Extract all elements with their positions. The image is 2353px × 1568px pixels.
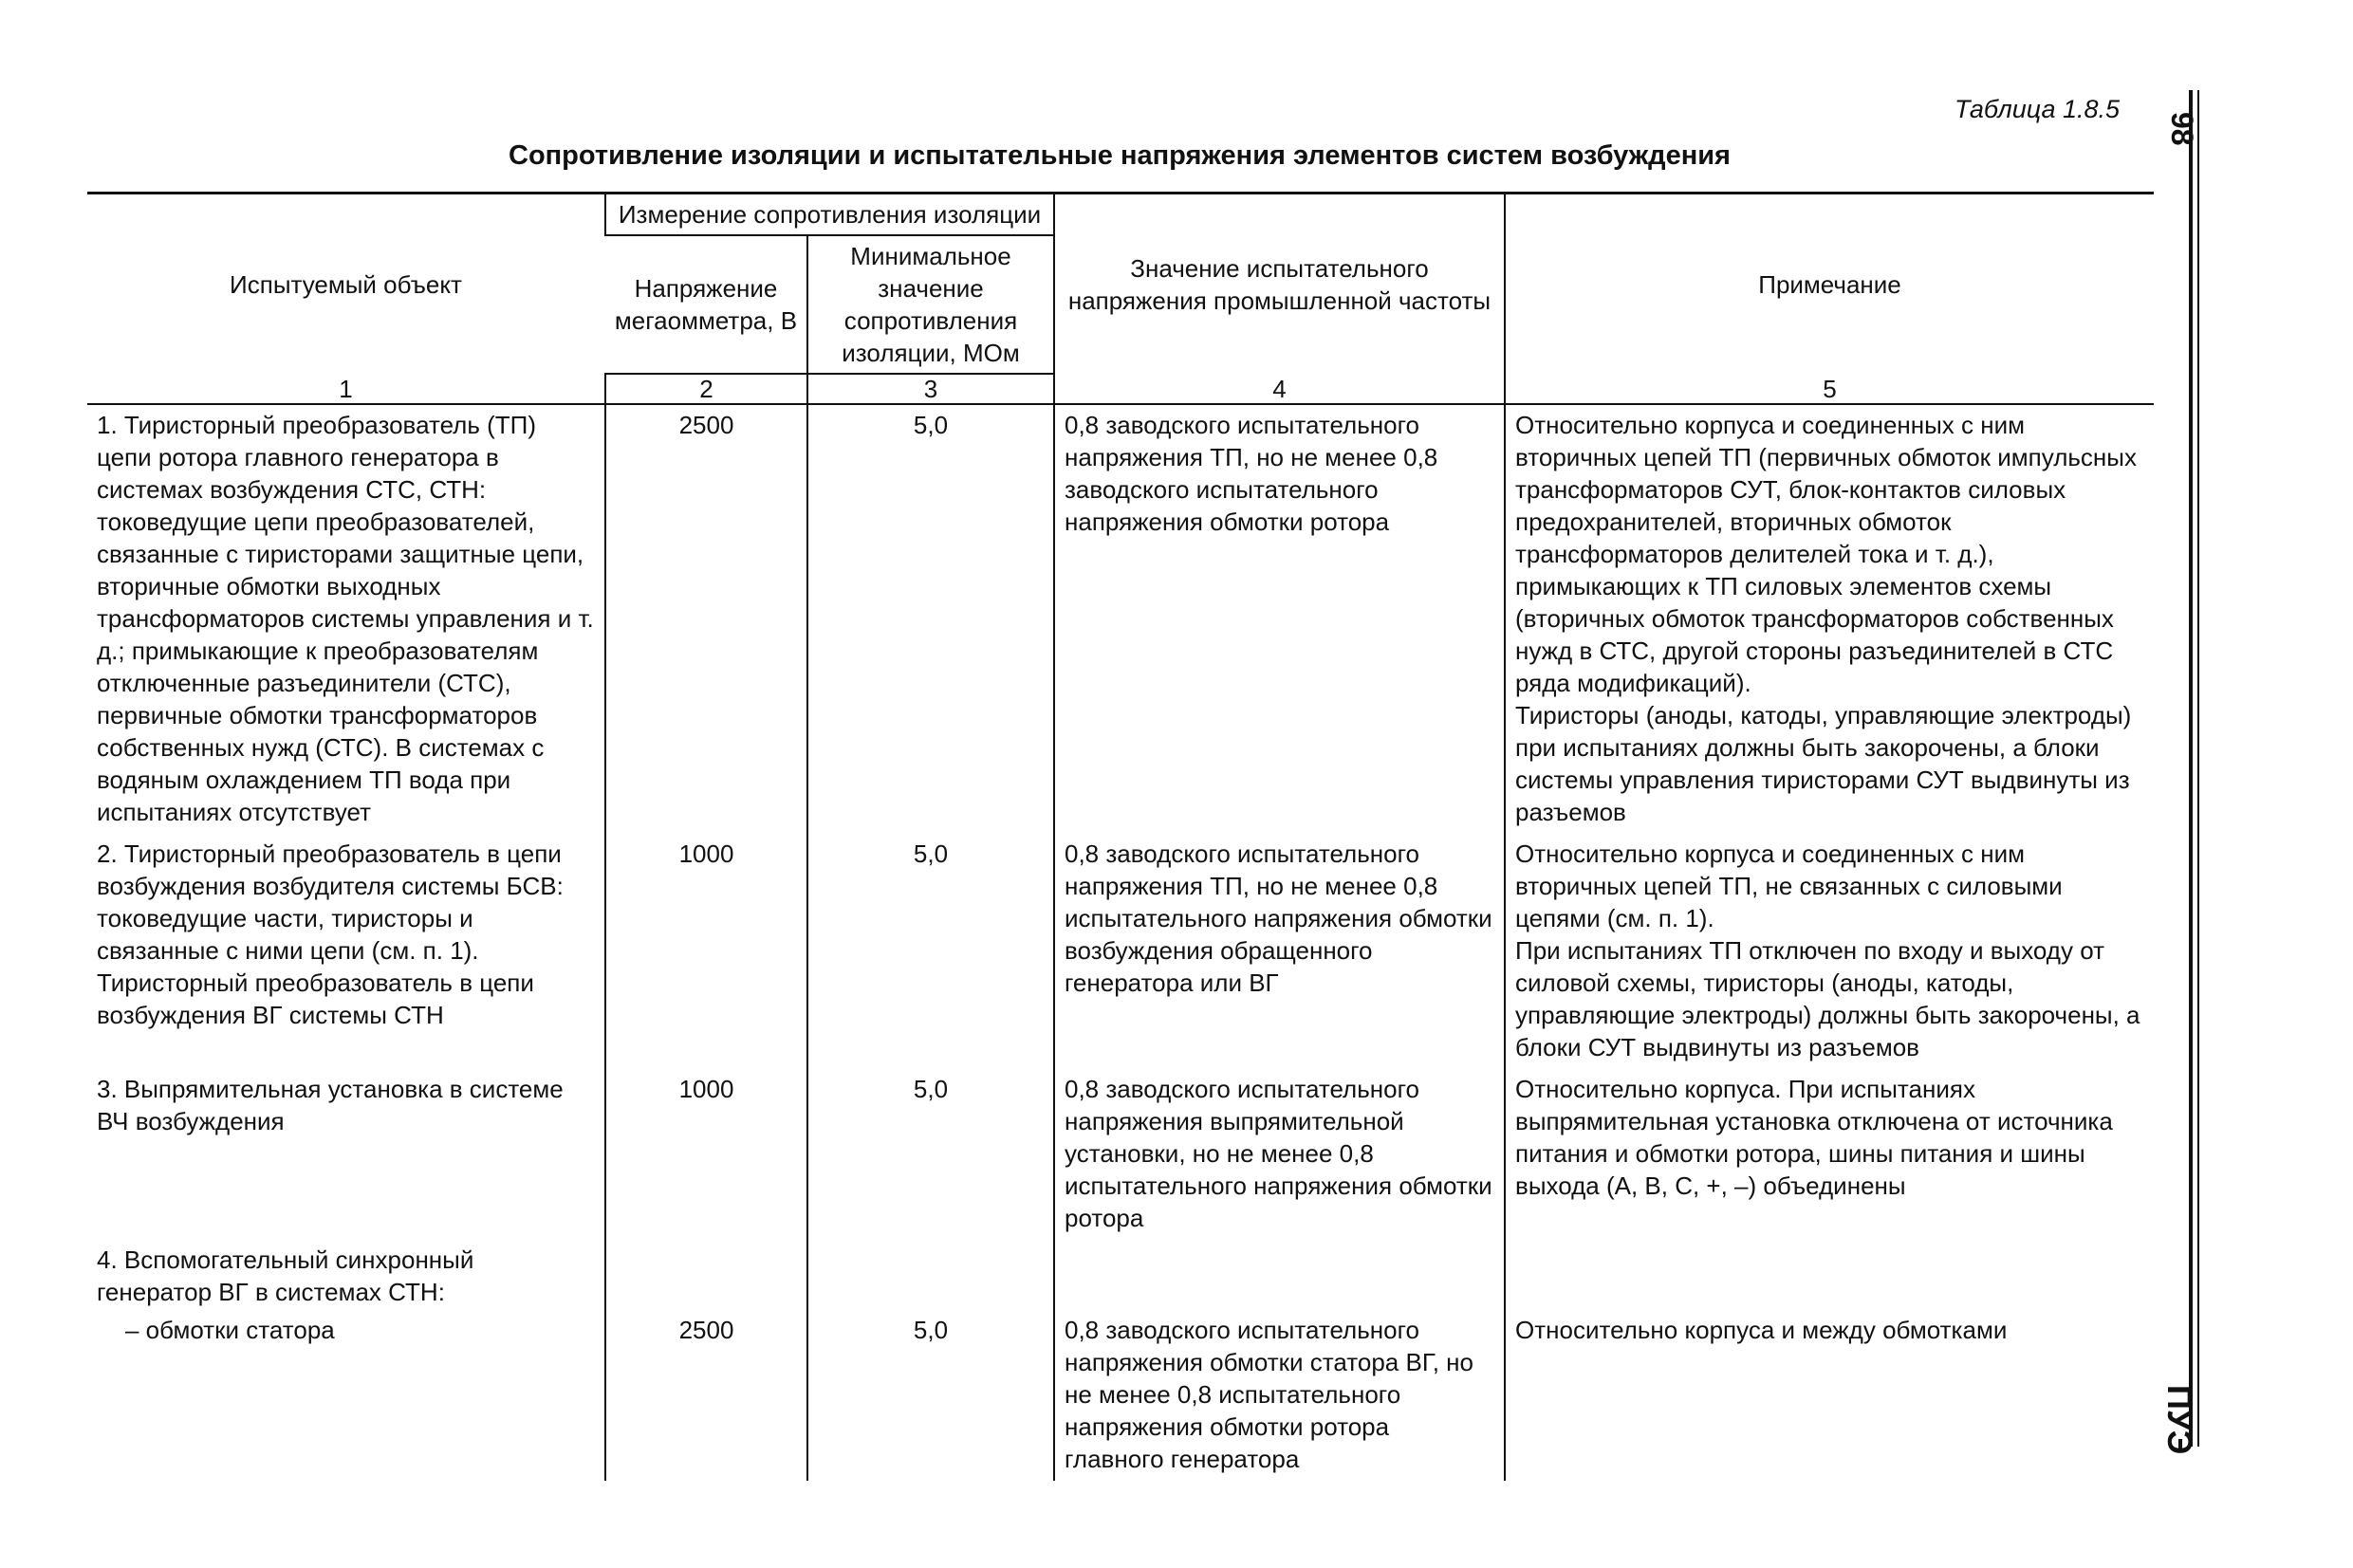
row-test-voltage: 0,8 заводского испытательного напряжения ТП, но не менее 0,8 заводского испытательного напряжения обмотки ротора: [1054, 404, 1505, 834]
row-object: 3. Выпрямительная установка в системе ВЧ возбуждения: [97, 1075, 564, 1135]
row-note-text: Тиристоры (аноды, катоды, управляющие электроды) при испытаниях должны быть закорочены, а блоки системы управления тиристорами СУТ выдвинуты из разъемов: [1515, 701, 2132, 826]
row-note: [1505, 404, 2154, 834]
table-number-label: Таблица 1.8.5: [1955, 95, 2121, 123]
row-resistance: 5,0: [807, 1069, 1054, 1240]
page-title: Сопротивление изоляции и испытательные напряжения элементов систем возбуждения: [509, 140, 1731, 171]
header-min-resistance: Минимальное значение сопротивления изоляции, МОм: [807, 235, 1054, 374]
header-megohmmeter-voltage: Напряжение мегаомметра, В: [605, 235, 807, 374]
column-number: 4: [1054, 374, 1505, 404]
header-test-voltage: Значение испытательного напряжения промышленной частоты: [1054, 194, 1505, 375]
row-resistance: 5,0: [807, 1310, 1054, 1481]
column-number: 1: [87, 374, 605, 404]
row-object: 1. Тиристорный преобразователь (ТП) цепи ротора главного генератора в системах возбуждения СТС, СТН: токоведущие цепи преобразователей, связанные с тиристорами защитные цепи, вторичные обмотки выходных трансформаторов системы управления и т. д.; примыкающие к преобразователям отключенные разъединители (СТС), первичные обмотки трансформаторов собственных нужд (СТС). В системах с водяным охлаждением ТП вода при испытаниях отсутствует: [97, 411, 594, 826]
table-row: [87, 404, 2154, 834]
row-note: [1505, 1069, 2154, 1240]
row-object: 2. Тиристорный преобразователь в цепи возбуждения возбудителя системы БСВ: токоведущие части, тиристоры и связанные с ними цепи (см. п. 1). Тиристорный преобразователь в цепи возбуждения ВГ системы СТН: [97, 839, 564, 1029]
margin-rule-thick: [2189, 90, 2193, 1447]
table-row: [87, 1240, 2154, 1310]
table-row: [87, 1069, 2154, 1240]
table-row: [87, 834, 2154, 1069]
row-note-text: При испытаниях ТП отключен по входу и выходу от силовой схемы, тиристоры (аноды, катоды, управляющие электроды) должны быть закорочены, а блоки СУТ выдвинуты из разъемов: [1515, 936, 2140, 1061]
row-voltage: 2500: [605, 404, 807, 834]
header-object: Испытуемый объект: [87, 194, 605, 375]
row-resistance: [807, 1240, 1054, 1310]
row-voltage: 1000: [605, 1069, 807, 1240]
row-voltage: [605, 1240, 807, 1310]
row-note-text: Относительно корпуса и соединенных с ним вторичных цепей ТП, не связанных с силовыми цепями (см. п. 1).: [1515, 839, 2063, 932]
row-test-voltage: 0,8 заводского испытательного напряжения обмотки статора ВГ, но не менее 0,8 испытательного напряжения обмотки ротора главного генератора: [1054, 1310, 1505, 1481]
header-note: Примечание: [1505, 194, 2154, 375]
row-voltage: 2500: [605, 1310, 807, 1481]
row-resistance: 5,0: [807, 404, 1054, 834]
margin-rule-thin: [2197, 90, 2199, 1447]
row-resistance: 5,0: [807, 834, 1054, 1069]
column-number: 2: [605, 374, 807, 404]
row-note: [1505, 834, 2154, 1069]
row-object: – обмотки статора: [125, 1316, 335, 1344]
column-number: 5: [1505, 374, 2154, 404]
row-test-voltage: [1054, 1240, 1505, 1310]
data-table: [87, 192, 2154, 1481]
row-note: [1505, 1240, 2154, 1310]
page-number: 98: [2165, 112, 2199, 146]
column-number: 3: [807, 374, 1054, 404]
row-test-voltage: 0,8 заводского испытательного напряжения ТП, но не менее 0,8 испытательного напряжения обмотки возбуждения обращенного генератора или ВГ: [1054, 834, 1505, 1069]
table-row: [87, 1310, 2154, 1481]
row-note: [1505, 1310, 2154, 1481]
header-measurement-group: Измерение сопротивления изоляции: [605, 194, 1054, 236]
row-voltage: 1000: [605, 834, 807, 1069]
row-note-text: Относительно корпуса. При испытаниях выпрямительная установка отключена от источника питания и обмотки ротора, шины питания и шины выхода (A, B, C, +, –) объединены: [1515, 1075, 2113, 1200]
row-note-text: Относительно корпуса и между обмотками: [1515, 1316, 2008, 1344]
row-test-voltage: 0,8 заводского испытательного напряжения выпрямительной установки, но не менее 0,8 испытательного напряжения обмотки ротора: [1054, 1069, 1505, 1240]
book-title: ПУЭ: [2160, 1385, 2199, 1455]
row-object: 4. Вспомогательный синхронный генератор ВГ в системах СТН:: [97, 1245, 474, 1306]
row-note-text: Относительно корпуса и соединенных с ним вторичных цепей ТП (первичных обмоток импульсных трансформаторов СУТ, блок-контактов силовых предохранителей, вторичных обмоток трансформаторов делителей тока и т. д.), примыкающих к ТП силовых элементов схемы (вторичных обмоток трансформаторов собственных нужд в СТС, другой стороны разъединителей в СТС ряда модификаций).: [1515, 411, 2137, 697]
